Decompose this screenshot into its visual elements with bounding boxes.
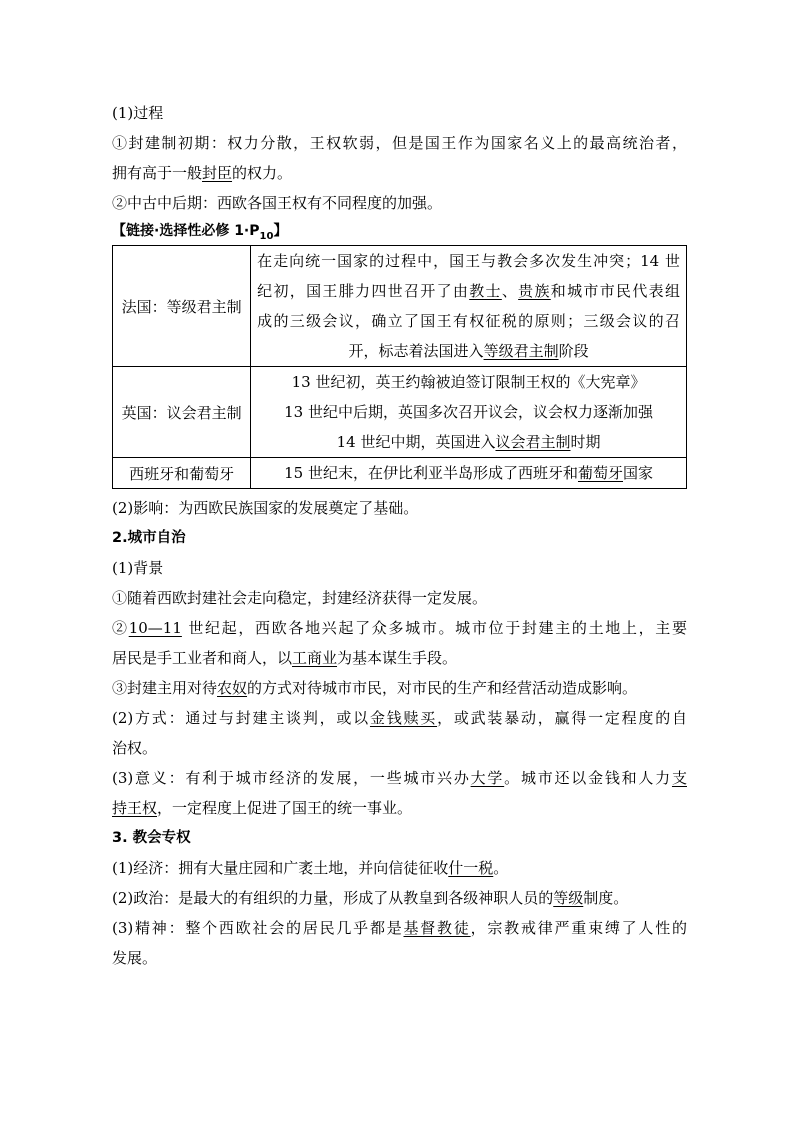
textbook-link-label: 【链接·选择性必修 $1\cdot P_{10}$】 bbox=[112, 223, 288, 242]
table-row bbox=[113, 246, 687, 367]
table-row-label: 西班牙和葡萄牙 bbox=[113, 458, 251, 489]
underlined-term: 等级君主制 bbox=[483, 342, 559, 360]
underlined-term: 农奴 bbox=[217, 679, 248, 697]
process-heading: (1)过程 bbox=[112, 104, 164, 122]
underlined-term: 基督教徒 bbox=[403, 919, 471, 937]
underlined-term: 10—11 bbox=[128, 619, 182, 637]
underlined-term: 葡萄牙 bbox=[577, 464, 623, 482]
underlined-term: 持王权 bbox=[112, 799, 158, 817]
table-row-content: 在走向统一国家的过程中，国王与教会多次发生冲突；14 世 纪初，国王腓力四世召开了由教士、贵族和城市市民代表组 成的三级会议，确立了国王有权征税的原则；三级会议的召 开，标志着法国进入等级君主制阶段 bbox=[251, 246, 687, 367]
spirit-point-line-2: 发展。 bbox=[112, 949, 158, 967]
background-point-1: ①随着西欧封建社会走向稳定，封建经济获得一定发展。 bbox=[112, 589, 488, 607]
underlined-term: 教士 bbox=[469, 282, 502, 300]
section-heading-church-power: 3. 教会专权 bbox=[112, 830, 191, 846]
significance-line-2: 持王权，一定程度上促进了国王的统一事业。 bbox=[112, 799, 413, 817]
underlined-term: 封臣 bbox=[202, 164, 233, 182]
underlined-term: 金钱赎买 bbox=[369, 709, 438, 727]
background-point-2-line-1: ②10—11 世纪起，西欧各地兴起了众多城市。城市位于封建主的土地上，主要 bbox=[112, 619, 687, 637]
underlined-term: 等级 bbox=[553, 889, 584, 907]
underlined-term: 大学 bbox=[470, 769, 505, 787]
process-point-2: ②中古中后期：西欧各国王权有不同程度的加强。 bbox=[112, 194, 443, 212]
economy-point: (1)经济：拥有大量庄园和广袤土地，并向信徒征收什一税。 bbox=[112, 859, 509, 877]
table-row-content: 13 世纪初，英王约翰被迫签订限制王权的《大宪章》 13 世纪中后期，英国多次召开议会，议会权力逐渐加强 14 世纪中期，英国进入议会君主制时期 bbox=[251, 367, 687, 458]
table-row bbox=[113, 458, 687, 489]
impact-paragraph: (2)影响：为西欧民族国家的发展奠定了基础。 bbox=[112, 499, 419, 517]
table-row bbox=[113, 367, 687, 458]
politics-point: (2)政治：是最大的有组织的力量，形成了从教皇到各级神职人员的等级制度。 bbox=[112, 889, 629, 907]
background-point-3: ③封建主用对待农奴的方式对待城市市民，对市民的生产和经营活动造成影响。 bbox=[112, 679, 638, 697]
underlined-term: 工商业 bbox=[292, 649, 338, 667]
process-point-1-line-1: ①封建制初期：权力分散，王权软弱，但是国王作为国家名义上的最高统治者， bbox=[112, 134, 687, 152]
underlined-term: 贵族 bbox=[518, 282, 551, 300]
underlined-term: 什一税 bbox=[448, 859, 494, 877]
spirit-point-line-1: (3)精神：整个西欧社会的居民几乎都是基督教徒，宗教戒律严重束缚了人性的 bbox=[112, 919, 687, 937]
process-point-1-line-2: 拥有高于一般封臣的权力。 bbox=[112, 164, 293, 182]
underlined-term: 支 bbox=[671, 769, 687, 787]
table-row-content: 15 世纪末，在伊比利亚半岛形成了西班牙和葡萄牙国家 bbox=[251, 458, 687, 489]
method-line-1: (2)方式：通过与封建主谈判，或以金钱赎买，或武装暴动，赢得一定程度的自 bbox=[112, 709, 687, 727]
method-line-2: 治权。 bbox=[112, 739, 158, 757]
underlined-term: 议会君主制 bbox=[495, 433, 571, 451]
background-heading: (1)背景 bbox=[112, 559, 164, 577]
table-row-label: 英国：议会君主制 bbox=[113, 367, 251, 458]
background-point-2-line-2: 居民是手工业者和商人，以工商业为基本谋生手段。 bbox=[112, 649, 458, 667]
significance-line-1: (3)意义：有利于城市经济的发展，一些城市兴办大学。城市还以金钱和人力支 bbox=[112, 769, 687, 787]
document-page bbox=[112, 98, 687, 973]
section-heading-city-autonomy: 2.城市自治 bbox=[112, 530, 186, 546]
table-row-label: 法国：等级君主制 bbox=[113, 246, 251, 367]
monarchy-comparison-table bbox=[112, 245, 687, 489]
